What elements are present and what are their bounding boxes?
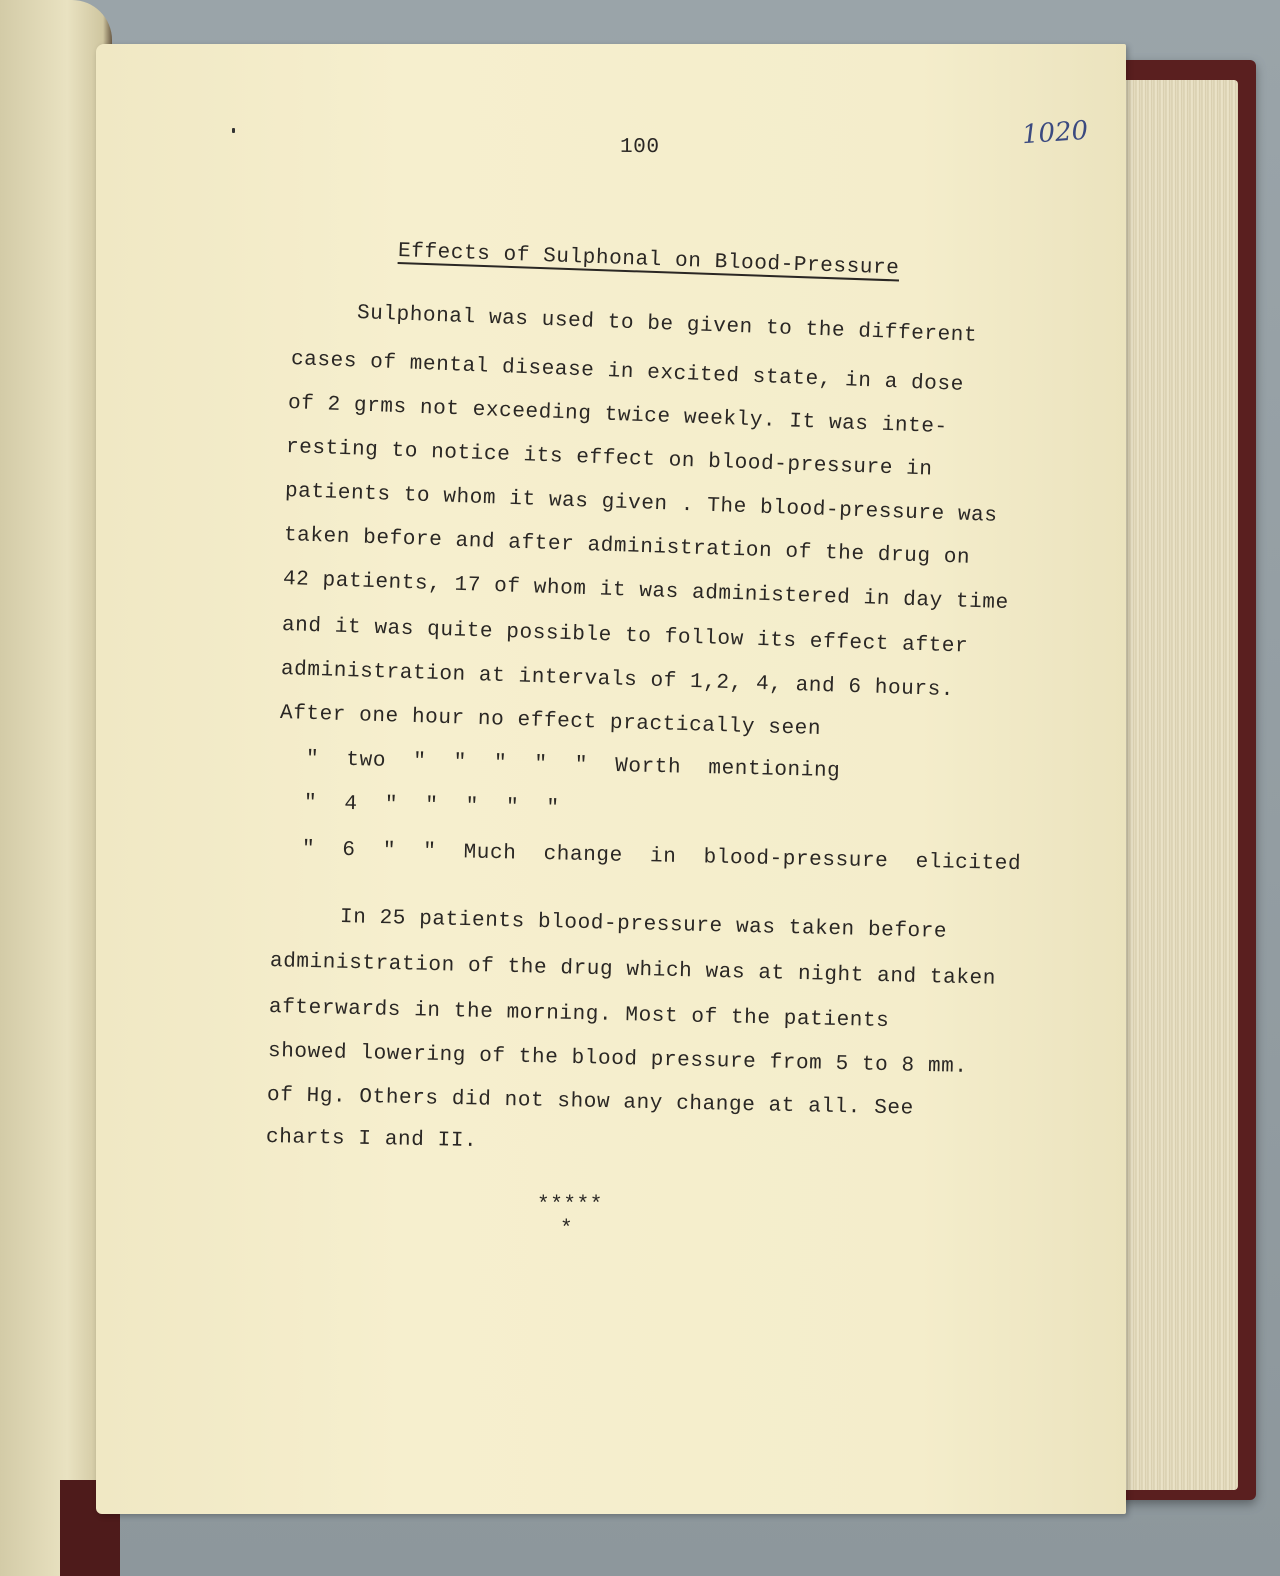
paragraph-2-line: administration of the drug which was at night and taken: [269, 950, 997, 991]
paragraph-1-line: Sulphonal was used to be given to the different: [356, 302, 978, 348]
page-number: 100: [619, 135, 660, 160]
paragraph-2-line: showed lowering of the blood pressure from 5 to 8 mm.: [267, 1040, 968, 1079]
paragraph-2-line: charts I and II.: [265, 1126, 478, 1154]
paragraph-2-line: of Hg. Others did not show any change at all. See: [266, 1084, 915, 1121]
paragraph-1-line: cases of mental disease in excited state, in a dose: [290, 348, 965, 397]
paragraph-2-line: In 25 patients blood-pressure was taken before: [339, 906, 948, 944]
end-stars: *****: [537, 1194, 604, 1217]
ditto-row: " two " " " " " Worth mentioning: [305, 748, 841, 784]
paragraph-1-line: 42 patients, 17 of whom it was administered in day time: [282, 568, 1010, 616]
page-stack-edges: [1110, 80, 1238, 1490]
paragraph-1-line: patients to whom it was given . The blood-pressure was: [284, 480, 998, 528]
end-star: *: [560, 1218, 574, 1241]
page-title: Effects of Sulphonal on Blood-Pressure: [397, 240, 900, 281]
paragraph-1-line: taken before and after administration of the drug on: [283, 524, 971, 570]
paragraph-1-line: resting to notice its effect on blood-pressure in: [285, 436, 933, 482]
handwritten-page-number: 1020: [1021, 115, 1090, 151]
paragraph-2-line: afterwards in the morning. Most of the patients: [268, 996, 890, 1034]
page-mark: [232, 128, 235, 133]
paragraph-1-line: of 2 grms not exceeding twice weekly. It was inte-: [287, 392, 949, 440]
paragraph-1-line: and it was quite possible to follow its effect after: [281, 614, 969, 659]
paragraph-1-line: After one hour no effect practically seen: [279, 702, 822, 742]
ditto-row: " 4 " " " " ": [303, 792, 560, 821]
paragraph-1-line: administration at intervals of 1,2, 4, and 6 hours.: [280, 658, 955, 703]
ditto-row: " 6 " " Much change in blood-pressure elicited: [301, 838, 1022, 877]
